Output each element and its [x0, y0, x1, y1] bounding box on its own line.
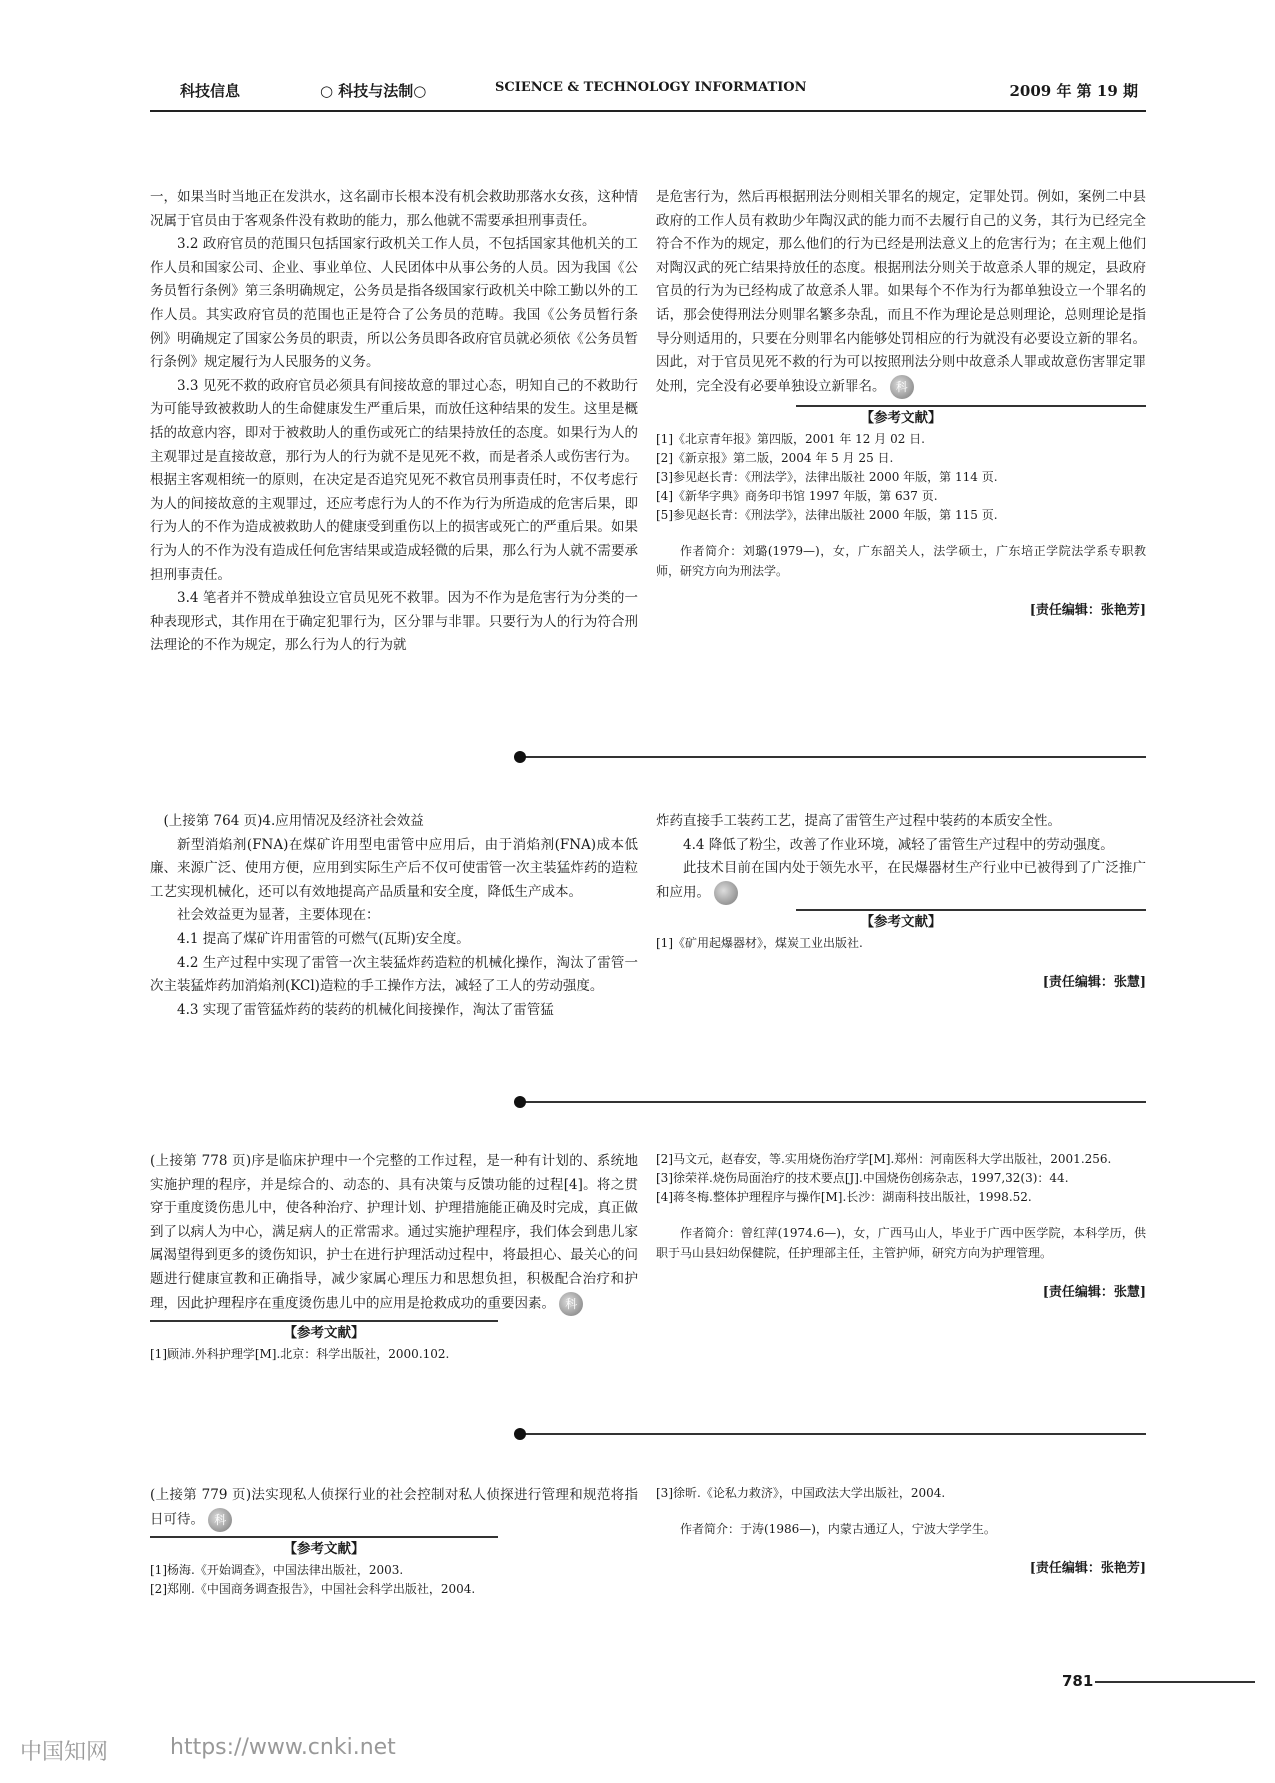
editor-note: [责任编辑：张艳芳] — [1029, 1561, 1146, 1576]
journal-logo-icon: 科 — [208, 1508, 232, 1532]
article2-left-column — [150, 810, 638, 1022]
article2-right-column — [656, 810, 1146, 995]
reference-item: [2]马文元，赵春安，等.实用烧伤治疗学[M].郑州：河南医科大学出版社，2001.256. — [656, 1152, 1112, 1166]
divider-dot-icon — [514, 1096, 526, 1108]
watermark-url[interactable]: https://www.cnki.net — [170, 1735, 396, 1760]
article4-paragraph-text: (上接第 779 页)法实现私人侦探行业的社会控制对私人侦探进行管理和规范将指日可待。 — [150, 1487, 638, 1528]
header-rule — [150, 110, 1146, 112]
article2-paragraph: 4.2 生产过程中实现了雷管一次主装猛炸药造粒的机械化操作，淘汰了雷管一次主装猛炸药加消焰剂(KCl)造粒的手工操作方法，减轻了工人的劳动强度。 — [150, 954, 638, 995]
footer-rule — [1095, 1681, 1255, 1683]
article2-paragraph: 4.3 实现了雷管猛炸药的装药的机械化间接操作，淘汰了雷管猛 — [177, 1001, 554, 1018]
article2-paragraph: 新型消焰剂(FNA)在煤矿许用型电雷管中应用后，由于消焰剂(FNA)成本低廉、来源广泛、使用方便，应用到实际生产后不仅可使雷管一次主装猛炸药的造粒工艺实现机械化，还可以有效地提高产品质量和安全度，降低生产成本。 — [150, 836, 638, 900]
journal-name: 科技信息 — [180, 82, 241, 100]
reference-item: [5]参见赵长青：《刑法学》，法律出版社 2000 年版，第 115 页. — [656, 508, 998, 523]
divider-dot-icon — [514, 751, 526, 763]
reference-item: [1]顾沛.外科护理学[M].北京：科学出版社，2000.102. — [150, 1347, 450, 1362]
article2-paragraph: 社会效益更为显著，主要体现在： — [177, 907, 380, 924]
section-name: ○ 科技与法制○ — [320, 82, 427, 100]
english-title: SCIENCE & TECHNOLOGY INFORMATION — [495, 80, 807, 95]
author-bio: 作者简介：于涛(1986—)，内蒙古通辽人，宁波大学学生。 — [680, 1522, 996, 1536]
author-bio: 作者简介：刘璐(1979—)，女，广东韶关人，法学硕士，广东培正学院法学系专职教师，研究方向为刑法学。 — [656, 544, 1146, 579]
page-header — [150, 66, 1146, 110]
article1-paragraph: 3.2 政府官员的范围只包括国家行政机关工作人员，不包括国家其他机关的工作人员和国家公司、企业、事业单位、人民团体中从事公务的人员。因为我国《公务员暂行条例》第三条明确规定，公务员是指各级国家行政机关中除工勤以外的工作人员。其实政府官员的范围也正是符合了公务员的范畴。我国《公务员暂行条例》明确规定了国家公务员的职责，所以公务员即各政府官员就必须依《公务员暂行条例》规定履行为人民服务的义务。 — [150, 236, 638, 371]
article1-right-column — [656, 186, 1146, 623]
references-heading: 【参考文献】 — [860, 913, 942, 930]
article1-paragraph — [656, 186, 1146, 399]
reference-item: [1]《北京青年报》第四版，2001 年 12 月 02 日. — [656, 432, 925, 447]
journal-logo-icon: 科 — [714, 881, 738, 905]
journal-logo-icon: 科 — [890, 375, 914, 399]
divider-dot-icon — [514, 1428, 526, 1440]
editor-note: [责任编辑：张慧] — [1042, 1285, 1146, 1300]
author-bio: 作者简介：曾红萍(1974.6—)，女，广西马山人，毕业于广西中医学院，本科学历，供职于马山县妇幼保健院，任护理部主任，主管护师，研究方向为护理管理。 — [656, 1226, 1146, 1260]
article2-paragraph-text: 此技术目前在国内处于领先水平，在民爆器材生产行业中已被得到了广泛推广和应用。 — [656, 860, 1146, 901]
article1-paragraph-text: 是危害行为，然后再根据刑法分则相关罪名的规定，定罪处罚。例如，案例二中县政府的工作人员有救助少年陶汉武的能力而不去履行自己的义务，其行为已经完全符合不作为的规定，那么他们的行为已经是刑法意义上的危害行为；在主观上他们对陶汉武的死亡结果持放任的态度。根据刑法分则关于故意杀人罪的规定，县政府官员的行为为已经构成了故意杀人罪。如果每个不作为行为都单独设立一个罪名的话，那会使得刑法分则罪名繁多杂乱，而且不作为理论是总则理论，总则理论是指导分则适用的，只要在分则罪名内能够处罚相应的行为就没有必要设立新的罪名。因此，对于官员见死不救的行为可以按照刑法分则中故意杀人罪或故意伤害罪定罪处刑，完全没有必要单独设立新罪名。 — [656, 189, 1146, 395]
article1-paragraph: 一，如果当时当地正在发洪水，这名副市长根本没有机会救助那落水女孩，这种情况属于官员由于客观条件没有救助的能力，那么他就不需要承担刑事责任。 — [150, 189, 638, 229]
article3-paragraph-text: (上接第 778 页)序是临床护理中一个完整的工作过程，是一种有计划的、系统地实施护理的程序，并是综合的、动态的、具有决策与反馈功能的过程[4]。将之贯穿于重度烫伤患儿中，使各种治疗、护理计划、护理措施能正确及时完成，真正做到了以病人为中心，满足病人的正常需求。通过实施护理程序，我们体会到患儿家属渴望得到更多的烫伤知识，护士在进行护理活动过程中，将最担心、最关心的问题进行健康宣教和正确指导，减少家属心理压力和思想负担，积极配合治疗和护理，因此护理程序在重度烫伤患儿中的应用是抢救成功的重要因素。 — [150, 1153, 638, 1312]
article2-paragraph: 4.1 提高了煤矿许用雷管的可燃气(瓦斯)安全度。 — [177, 930, 470, 947]
section-divider — [520, 1101, 1146, 1103]
section-divider — [520, 1433, 1146, 1435]
article3-right-column — [656, 1150, 1146, 1305]
issue-number: 2009 年 第 19 期 — [1009, 82, 1138, 100]
editor-note: [责任编辑：张艳芳] — [1029, 603, 1146, 619]
article1-paragraph: 3.4 笔者并不赞成单独设立官员见死不救罪。因为不作为是危害行为分类的一种表现形式，其作用在于确定犯罪行为，区分罪与非罪。只要行为人的行为符合刑法理论的不作为规定，那么行为人的行为就 — [150, 590, 638, 654]
editor-note: [责任编辑：张慧] — [1042, 975, 1146, 991]
reference-item: [1]杨海.《开始调查》，中国法律出版社，2003. — [150, 1563, 404, 1578]
article3-left-column — [150, 1150, 638, 1364]
reference-item: [3]参见赵长青：《刑法学》，法律出版社 2000 年版，第 114 页. — [656, 470, 998, 485]
page-number: 781 — [1062, 1672, 1094, 1690]
references-heading: 【参考文献】 — [860, 409, 942, 426]
reference-item: [1]《矿用起爆器材》，煤炭工业出版社. — [656, 936, 863, 951]
article2-paragraph: 4.4 降低了粉尘，改善了作业环境，减轻了雷管生产过程中的劳动强度。 — [683, 836, 1114, 853]
references-heading: 【参考文献】 — [283, 1540, 365, 1557]
article2-paragraph: 炸药直接手工装药工艺，提高了雷管生产过程中装药的本质安全性。 — [656, 813, 1061, 829]
article1-left-column — [150, 186, 638, 658]
reference-item: [4]蒋冬梅.整体护理程序与操作[M].长沙：湖南科技出版社，1998.52. — [656, 1190, 1032, 1204]
journal-logo-icon: 科 — [559, 1292, 583, 1316]
article4-paragraph — [150, 1484, 638, 1532]
reference-item: [3]徐昕.《论私力救济》，中国政法大学出版社，2004. — [656, 1486, 946, 1500]
reference-item: [2]《新京报》第二版，2004 年 5 月 25 日. — [656, 451, 894, 466]
reference-item: [4]《新华字典》商务印书馆 1997 年版，第 637 页. — [656, 489, 938, 504]
article4-left-column — [150, 1484, 638, 1599]
article4-right-column — [656, 1484, 1146, 1581]
article1-paragraph: 3.3 见死不救的政府官员必须具有间接故意的罪过心态，明知自己的不救助行为可能导致被救助人的生命健康发生严重后果，而放任这种结果的发生。这里是概括的故意内容，即对于被救助人的重伤或死亡的结果持放任的态度。如果行为人的主观罪过是直接故意，那行为人的行为就不是见死不救，而是者杀人或伤害行为。根据主客观相统一的原则，在决定是否追究见死不救官员刑事责任时，不仅考虑行为人的间接故意的主观罪过，还应考虑行为人的不作为行为所造成的危害后果，即行为人的不作为造成被救助人的健康受到重伤以上的损害或死亡的严重后果。如果行为人的不作为没有造成任何危害结果或造成轻微的后果，那么行为人就不需要承担刑事责任。 — [150, 377, 638, 583]
reference-item: [2]郑刚.《中国商务调查报告》，中国社会科学出版社，2004. — [150, 1582, 476, 1597]
reference-item: [3]徐荣祥.烧伤局面治疗的技术要点[J].中国烧伤创疡杂志，1997,32(3)：44. — [656, 1171, 1069, 1185]
article3-paragraph — [150, 1150, 638, 1316]
watermark-logo: 中国知网 — [20, 1740, 109, 1765]
article2-paragraph — [656, 857, 1146, 905]
section-divider — [520, 756, 1146, 758]
references-heading: 【参考文献】 — [283, 1324, 365, 1341]
article2-heading: (上接第 764 页)4.应用情况及经济社会效益 — [163, 813, 424, 829]
